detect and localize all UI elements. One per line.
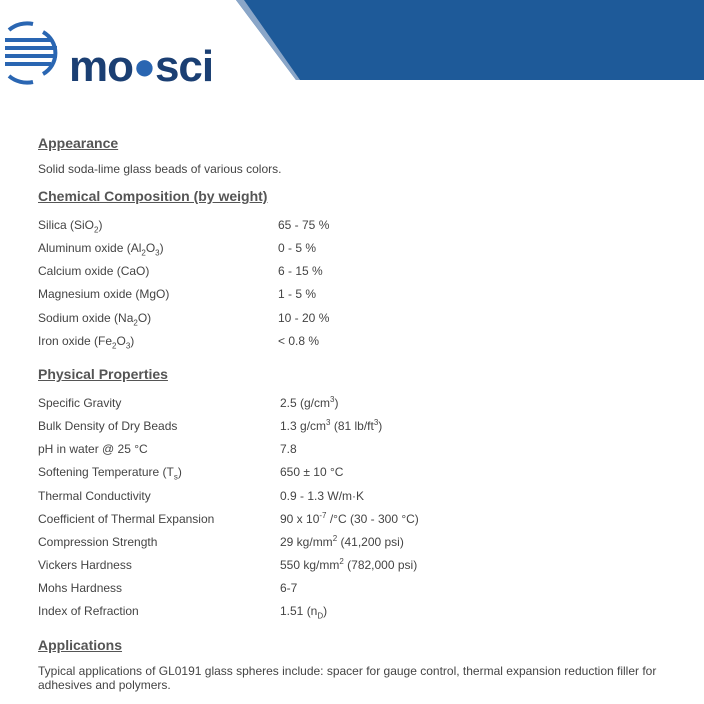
phys-label: Specific Gravity	[38, 396, 122, 410]
chem-label: Calcium oxide (CaO)	[38, 264, 150, 278]
chem-label: Aluminum oxide $(Al_2O_3)$	[38, 241, 164, 258]
logo-wordmark	[69, 42, 213, 94]
logo-mark-icon	[3, 18, 63, 88]
phys-row-vickers-hardness	[38, 557, 688, 573]
phys-label: Compression Strength	[38, 535, 158, 549]
phys-value: 2.5 $(g/cm^3)$	[280, 395, 339, 410]
chem-label: Iron oxide $(Fe_2O_3)$	[38, 334, 135, 351]
phys-row-softening-temperature	[38, 464, 688, 480]
applications-text: Typical applications of GL0191 glass spheres include: spacer for gauge control, thermal expansion reduction filler for adhesives and polymers.	[38, 664, 657, 692]
chem-value: 10 - 20 %	[278, 311, 330, 325]
phys-value: 650 ± 10 °C	[280, 465, 344, 479]
phys-label: Vickers Hardness	[38, 558, 132, 572]
chem-row-aluminum-oxide	[38, 240, 688, 256]
phys-label: Coefficient of Thermal Expansion	[38, 512, 215, 526]
chem-row-calcium-oxide	[38, 263, 688, 279]
mosci-logo[interactable]	[3, 18, 233, 91]
phys-value: 1.3 $g/cm^3$ (81 $lb/ft^3$)	[280, 418, 383, 433]
chemical-composition-heading: Chemical Composition (by weight)	[38, 188, 268, 204]
physical-properties-heading: Physical Properties	[38, 366, 168, 382]
phys-value: 0.9 - 1.3 W/m·K	[280, 489, 365, 503]
phys-row-ph	[38, 441, 688, 457]
phys-label: pH in water @ 25 °C	[38, 442, 148, 456]
phys-value: 6-7	[280, 581, 298, 595]
phys-row-thermal-expansion	[38, 511, 688, 527]
chem-value: 1 - 5 %	[278, 287, 317, 301]
chem-label: Sodium oxide $(Na_2O)$	[38, 311, 152, 328]
chem-value: < 0.8 %	[278, 334, 320, 348]
phys-row-mohs-hardness	[38, 580, 688, 596]
phys-row-compression-strength	[38, 534, 688, 550]
phys-value: 90 x $10^{-7}$ /°C (30 - 300 °C)	[280, 511, 419, 526]
applications-heading: Applications	[38, 637, 123, 653]
page-header	[0, 0, 704, 91]
phys-value: 29 $kg/mm^2$ (41,200 psi)	[280, 534, 404, 549]
phys-value: 550 $kg/mm^2$ (782,000 psi)	[280, 557, 418, 572]
phys-row-index-of-refraction	[38, 603, 688, 619]
logo-word-right: sci	[154, 42, 214, 91]
chem-value: 6 - 15 %	[278, 264, 323, 278]
phys-row-bulk-density	[38, 418, 688, 434]
chem-row-sodium-oxide	[38, 310, 688, 326]
chem-row-iron-oxide	[38, 333, 688, 349]
appearance-text: Solid soda-lime glass beads of various colors.	[38, 162, 282, 176]
logo-dot: ●	[133, 46, 155, 88]
chem-row-silica	[38, 217, 688, 233]
chem-value: 65 - 75 %	[278, 218, 330, 232]
phys-label: Thermal Conductivity	[38, 489, 151, 503]
chem-row-magnesium-oxide	[38, 286, 688, 302]
appearance-heading: Appearance	[38, 135, 119, 151]
phys-label: Mohs Hardness	[38, 581, 123, 595]
chem-value: 0 - 5 %	[278, 241, 317, 255]
phys-label: Softening Temperature $(T_s)$	[38, 465, 182, 482]
phys-value: 1.51 $(n_D)$	[280, 604, 328, 621]
chem-label: Silica (SiO$_2$)	[38, 218, 103, 235]
phys-value: 7.8	[280, 442, 297, 456]
logo-word-left: mo	[69, 42, 133, 91]
chem-label: Magnesium oxide (MgO)	[38, 287, 170, 301]
phys-label: Index of Refraction	[38, 604, 139, 618]
phys-label: Bulk Density of Dry Beads	[38, 419, 178, 433]
phys-row-specific-gravity	[38, 395, 688, 411]
phys-row-thermal-conductivity	[38, 488, 688, 504]
